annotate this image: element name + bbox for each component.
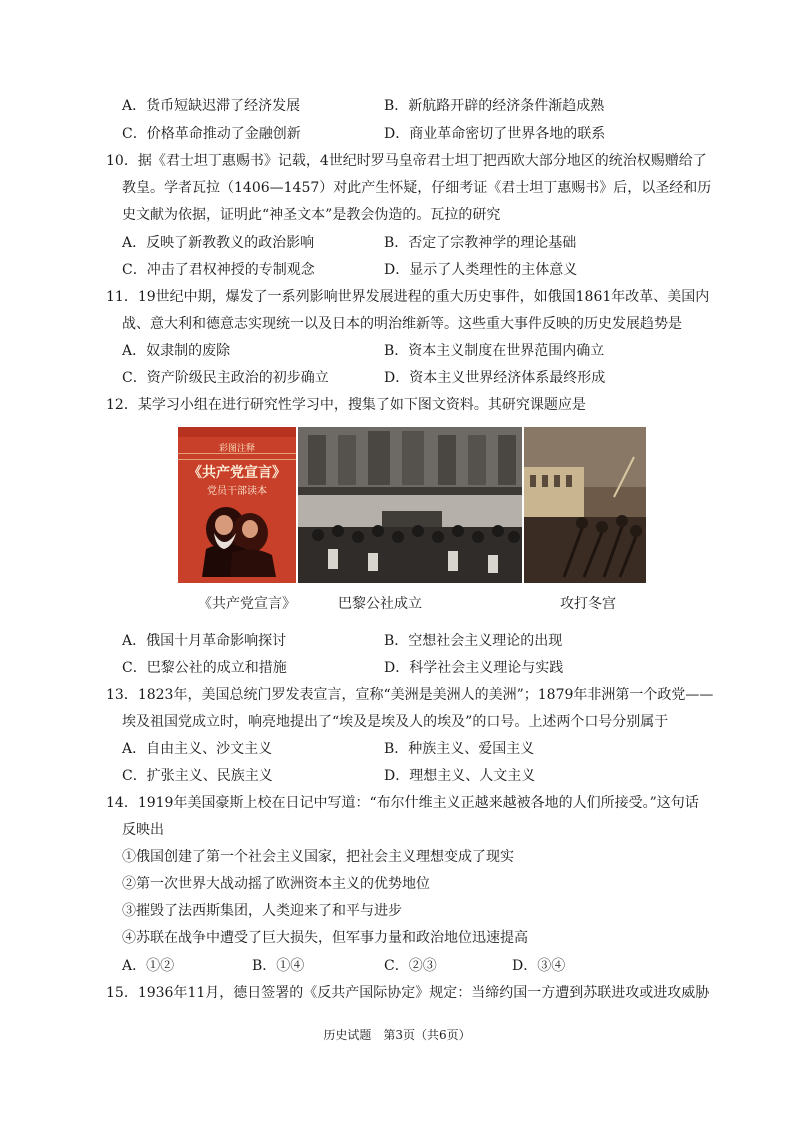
page-footer: 历史试题 第3页（共6页） [323,1028,471,1042]
cover-top-label: 彩图注释 [218,444,255,454]
cover-title: 《共产党宣言》 [188,465,286,481]
q14-stem-line-2: 反映出 [122,822,164,838]
q10-option-d: D．显示了人类理性的主体意义 [384,262,578,278]
q10-option-b: B．否定了宗教神学的理论基础 [384,235,577,251]
caption-winter-palace: 攻打冬宫 [560,596,616,612]
q14-option-c: C．②③ [384,958,437,974]
q9-option-a: A．货币短缺迟滞了经济发展 [122,98,301,114]
q13-option-b: B．种族主义、爱国主义 [384,741,535,757]
q14-option-a: A．①② [122,958,175,974]
q11-option-b: B．资本主义制度在世界范围内确立 [384,343,605,359]
q12-option-a: A．俄国十月革命影响探讨 [122,633,287,649]
paris-commune-image [298,427,522,583]
q14-option-d: D．③④ [512,958,566,974]
q13-stem-line-1: 13．1823年，美国总统门罗发表宣言，宣称“美洲是美洲人的美洲”；1879年非洲第一个政党—— [106,687,714,703]
q13-option-d: D．理想主义、人文主义 [384,768,536,784]
marx-engels-portrait-icon [192,499,282,577]
q11-option-d: D．资本主义世界经济体系最终形成 [384,370,606,386]
q11-stem-line-1: 11．19世纪中期，爆发了一系列影响世界发展进程的重大历史事件，如俄国1861年改革、美国内 [106,289,710,305]
q12-option-d: D．科学社会主义理论与实践 [384,660,564,676]
q14-option-b: B．①④ [252,958,305,974]
q11-option-c: C．资产阶级民主政治的初步确立 [122,370,329,386]
caption-communist-manifesto: 《共产党宣言》 [198,596,296,612]
q13-option-c: C．扩张主义、民族主义 [122,768,273,784]
cover-subtitle: 党员干部读本 [207,486,267,497]
q9-option-b: B．新航路开辟的经济条件渐趋成熟 [384,98,605,114]
communist-manifesto-cover-image [178,427,296,583]
q10-stem-line-2: 教皇。学者瓦拉（1406—1457）对此产生怀疑，仔细考证《君士坦丁惠赐书》后，以圣经和历 [122,180,712,196]
q13-stem-line-2: 埃及祖国党成立时，响亮地提出了“埃及是埃及人的埃及”的口号。上述两个口号分别属于 [122,714,669,730]
q10-stem-line-1: 10．据《君士坦丁惠赐书》记载，4世纪时罗马皇帝君士坦丁把西欧大部分地区的统治权赐赠给了 [106,153,707,169]
q9-option-d: D．商业革命密切了世界各地的联系 [384,126,606,142]
caption-paris-commune: 巴黎公社成立 [338,596,422,612]
q12-option-c: C．巴黎公社的成立和措施 [122,660,287,676]
winter-palace-image [524,427,646,583]
q14-item-3: ③摧毁了法西斯集团，人类迎来了和平与进步 [122,903,402,919]
q12-image-strip [178,427,646,619]
q14-item-2: ②第一次世界大战动摇了欧洲资本主义的优势地位 [122,876,430,892]
q11-stem-line-2: 战、意大利和德意志实现统一以及日本的明治维新等。这些重大事件反映的历史发展趋势是 [122,316,682,332]
q12-option-b: B．空想社会主义理论的出现 [384,633,563,649]
q14-stem-line-1: 14．1919年美国豪斯上校在日记中写道：“布尔什维主义正越来越被各地的人们所接受。”这句话 [106,795,699,811]
q14-item-4: ④苏联在战争中遭受了巨大损失，但军事力量和政治地位迅速提高 [122,930,528,946]
q10-option-c: C．冲击了君权神授的专制观念 [122,262,315,278]
q10-stem-line-3: 史文献为依据，证明此“神圣文本”是教会伪造的。瓦拉的研究 [122,207,501,223]
q15-stem-line-1: 15．1936年11月，德日签署的《反共产国际协定》规定：当缔约国一方遭到苏联进攻或进攻威胁 [106,985,710,1001]
q10-option-a: A．反映了新教教义的政治影响 [122,235,315,251]
q14-item-1: ①俄国创建了第一个社会主义国家，把社会主义理想变成了现实 [122,849,514,865]
q12-stem: 12．某学习小组在进行研究性学习中，搜集了如下图文资料。其研究课题应是 [106,397,586,413]
q9-option-c: C．价格革命推动了金融创新 [122,126,301,142]
q13-option-a: A．自由主义、沙文主义 [122,741,273,757]
q11-option-a: A．奴隶制的废除 [122,343,231,359]
